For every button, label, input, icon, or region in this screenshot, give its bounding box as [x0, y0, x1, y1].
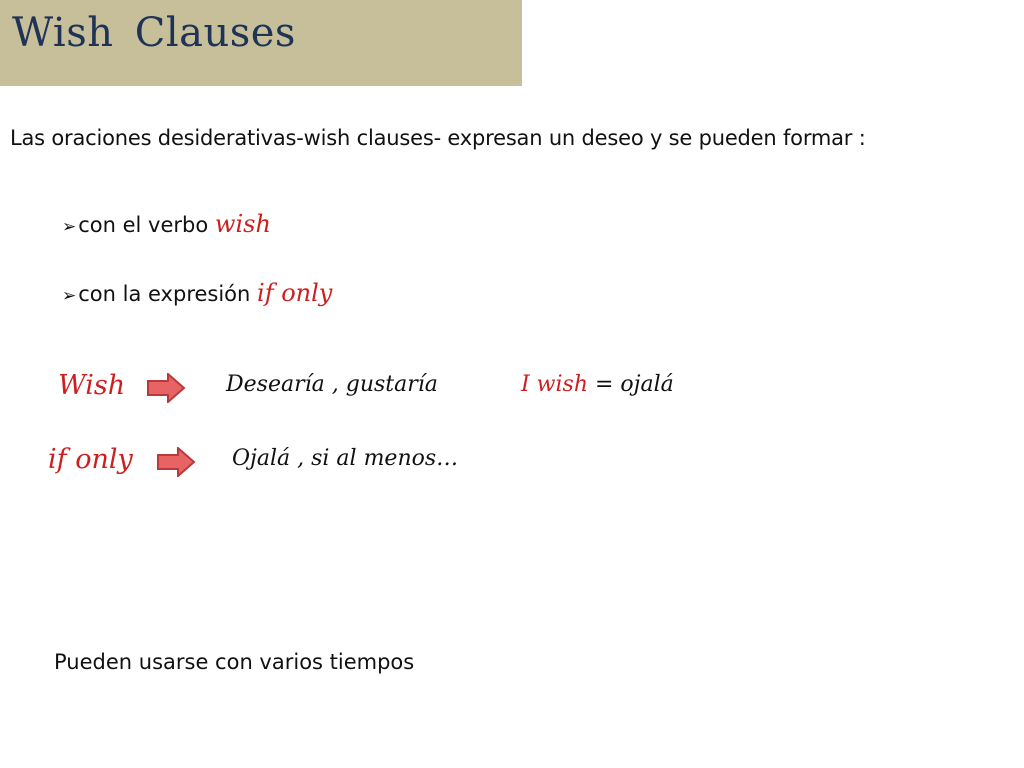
- right-arrow-icon: [146, 373, 186, 403]
- bullet-item-wish: [62, 210, 271, 238]
- bullet-item-if-only: [62, 279, 332, 307]
- term-wish: Wish: [58, 370, 126, 401]
- bullet-arrow-icon: ➢: [62, 286, 77, 306]
- bullet-emphasis: if only: [257, 279, 333, 307]
- bullet-text: con el verbo: [78, 213, 215, 237]
- i-wish-note: [521, 372, 674, 397]
- page-title: Wish Clauses: [12, 10, 296, 56]
- right-arrow-icon: [156, 447, 196, 477]
- term-if-only: if only: [48, 444, 133, 475]
- bullet-arrow-icon: ➢: [62, 217, 77, 237]
- bullet-emphasis: wish: [214, 210, 271, 238]
- title-bar: [0, 0, 522, 86]
- bullet-text: con la expresión: [78, 282, 258, 306]
- i-wish-term: I wish: [521, 372, 589, 397]
- footer-text: Pueden usarse con varios tiempos: [54, 650, 415, 674]
- intro-text: Las oraciones desiderativas-wish clauses- expresan un deseo y se pueden formar :: [10, 126, 866, 150]
- meaning-if-only: Ojalá , si al menos…: [232, 446, 459, 471]
- i-wish-meaning: = ojalá: [588, 372, 674, 397]
- meaning-wish: Desearía , gustaría: [226, 372, 438, 397]
